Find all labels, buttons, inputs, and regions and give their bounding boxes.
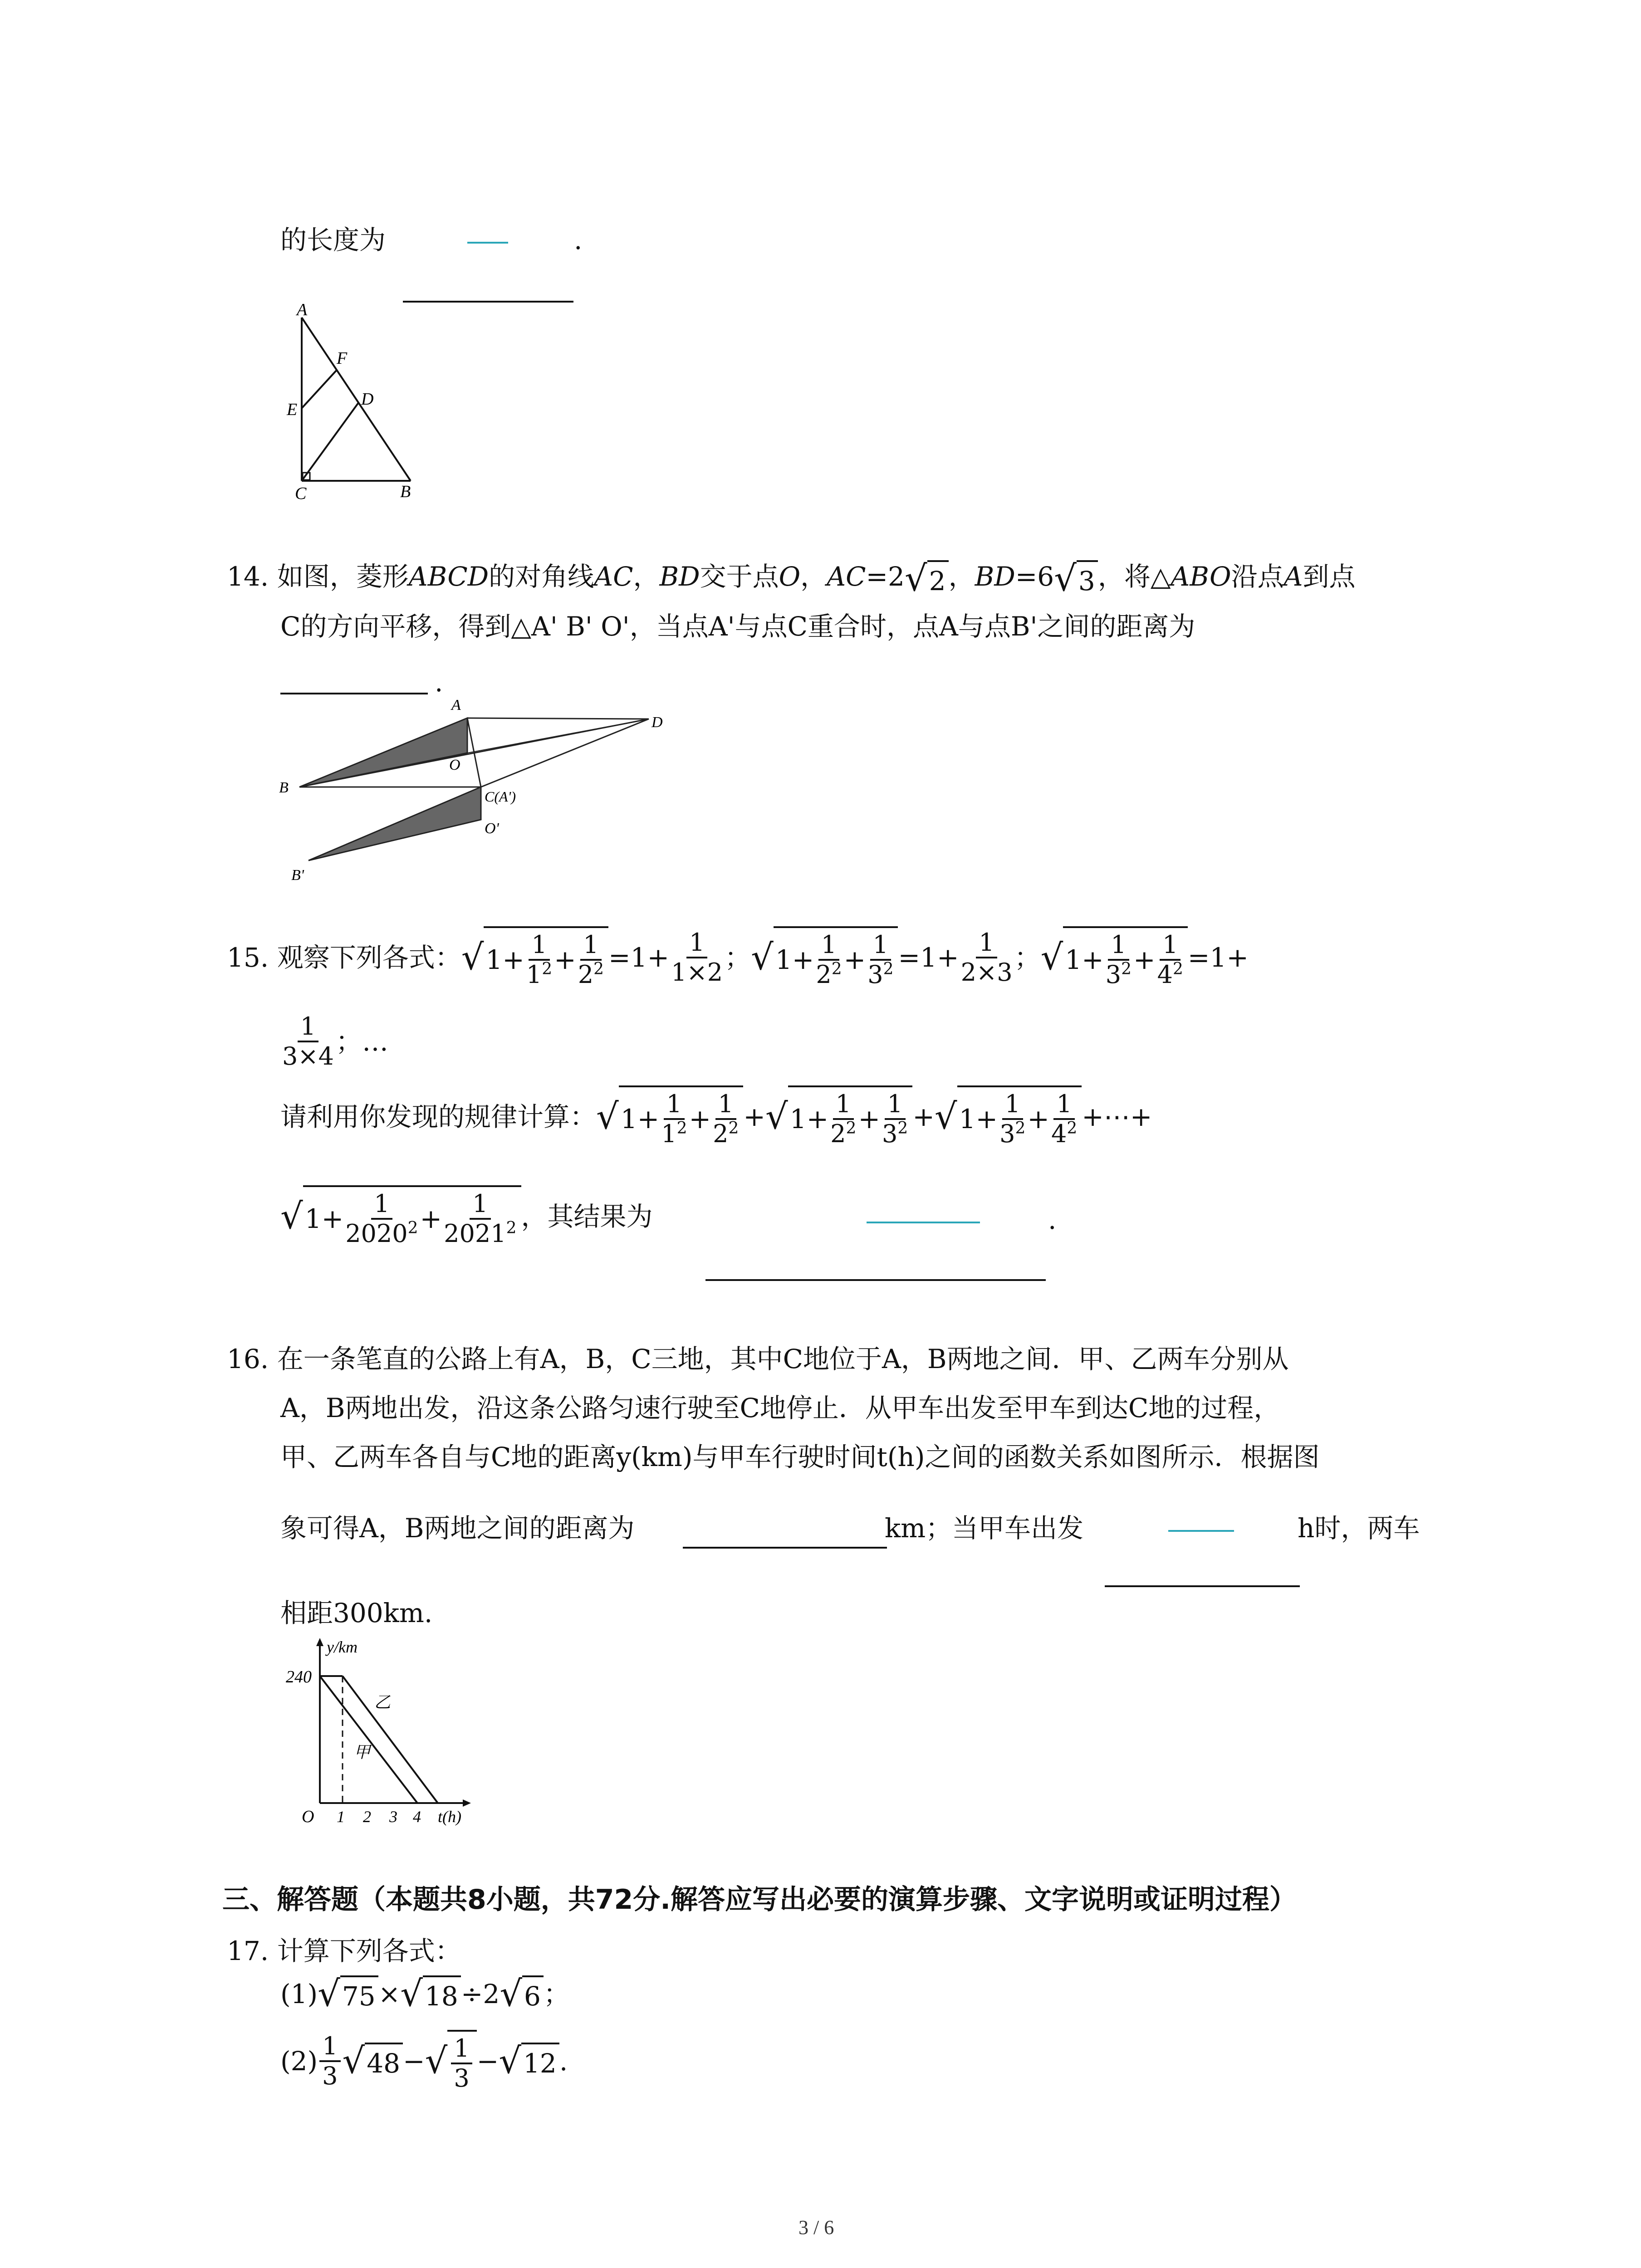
q15-last-term-line xyxy=(280,1185,653,1248)
graph-x-tick-4: 4 xyxy=(413,1808,421,1826)
q14-sqrt-2: √ 2 xyxy=(905,560,949,597)
q15-frac: $\frac{1}{3\times 4}$ xyxy=(282,1012,334,1070)
graph-origin: O xyxy=(302,1807,314,1826)
q14-text: BD xyxy=(659,561,700,592)
fig13-label-e: E xyxy=(287,400,298,419)
q13-end: . xyxy=(574,225,583,255)
q17-text: ； xyxy=(543,1979,570,2009)
q16-line5: 相距300km. xyxy=(280,1598,433,1628)
fig14-label-o-prime: O' xyxy=(485,820,499,837)
q17-sqrt-6: √ 6 xyxy=(500,1975,544,2013)
q16-line1-text: 在一条笔直的公路上有A，B，C三地，其中C地位于A，B两地之间．甲、乙两车分别从 xyxy=(277,1344,1289,1374)
q16-number: 16. xyxy=(227,1344,269,1374)
q17-lead: 计算下列各式： xyxy=(277,1936,461,1966)
q14-sqrt-3: √ 3 xyxy=(1054,560,1098,597)
q16-blank-time xyxy=(1105,1585,1300,1587)
graph-series-yi: 乙 xyxy=(374,1693,391,1711)
graph-y-axis-label: y/km xyxy=(327,1638,358,1656)
page-number: 3 / 6 xyxy=(798,2216,834,2239)
q17-text: − xyxy=(476,2046,499,2077)
q15-expr3: √ 1+ $\frac{1}{3^2}$ + $\frac{1}{4^2}$ xyxy=(1041,926,1188,989)
q14-text: AC xyxy=(594,561,633,592)
q17-part2 xyxy=(280,2030,568,2092)
q15-expr2: √ 1+ $\frac{1}{2^2}$ + $\frac{1}{3^2}$ xyxy=(751,926,898,989)
q15-text: ；… xyxy=(335,1026,388,1057)
q15-text: +⋯+ xyxy=(1082,1101,1152,1132)
q14-text: 到点 xyxy=(1303,561,1356,592)
q17-number: 17. xyxy=(227,1936,269,1966)
q15-result-text: ，其结果为 xyxy=(521,1201,653,1232)
q15-answer-mark xyxy=(867,1222,980,1223)
fig13-label-c: C xyxy=(295,484,307,503)
q14-text: 如图，菱形 xyxy=(277,561,409,592)
q13-answer-blank xyxy=(403,301,573,303)
q17-text: (2) xyxy=(280,2046,318,2077)
q15-line1 xyxy=(227,926,1249,989)
q14-number: 14. xyxy=(227,561,269,592)
graph-series-jia: 甲 xyxy=(354,1743,371,1761)
graph-x-tick-2: 2 xyxy=(363,1808,371,1826)
q14-text: A xyxy=(1283,561,1303,592)
q14-text: ， xyxy=(948,561,975,592)
q17-text: − xyxy=(403,2046,425,2077)
figure-13-triangle xyxy=(277,299,426,505)
q14-text: 的对角线 xyxy=(489,561,594,592)
fig14-label-d: D xyxy=(652,714,663,731)
q14-line2: C的方向平移，得到△A' B' O'，当点A'与点C重合时，点A与点B'之间的距离为 xyxy=(280,611,1195,642)
q14-answer-blank xyxy=(280,693,428,694)
q17-text: × xyxy=(378,1979,401,2009)
q15-frac: $\frac{1}{1\times 2}$ xyxy=(671,928,723,987)
q17-sqrt-18: √ 18 xyxy=(400,1975,461,2013)
q14-end: . xyxy=(435,667,443,698)
fig13-label-d: D xyxy=(361,390,374,409)
fig14-label-c-a: C(A') xyxy=(485,788,516,805)
fig14-label-a: A xyxy=(451,697,461,714)
q15-sum-term1: √ 1+ $\frac{1}{1^2}$ + $\frac{1}{2^2}$ xyxy=(596,1085,743,1148)
q17-line1 xyxy=(227,1935,461,1967)
fig14-label-o: O xyxy=(449,757,460,773)
q14-text: AC xyxy=(827,561,866,592)
q15-lead: 观察下列各式： xyxy=(277,942,461,973)
q17-text: (1) xyxy=(280,1979,318,2009)
q14-text: 沿点 xyxy=(1231,561,1284,592)
q16-blank-distance xyxy=(683,1547,887,1549)
fig13-label-f: F xyxy=(337,349,348,368)
fig14-label-b: B xyxy=(279,779,289,796)
q14-text: =2 xyxy=(866,561,905,592)
q15-end: . xyxy=(1048,1204,1057,1235)
q16-line3: 甲、乙两车各自与C地的距离y(km)与甲车行驶时间t(h)之间的函数关系如图所示．根据图 xyxy=(280,1442,1320,1472)
q17-sqrt-75: √ 75 xyxy=(318,1975,378,2013)
q17-sqrt-1-3: √ $\frac{1}{3}$ xyxy=(425,2030,477,2092)
q14-text: ABO xyxy=(1171,561,1231,592)
q16-line2: A，B两地出发，沿这条公路匀速行驶至C地停止．从甲车出发至甲车到达C地的过程， xyxy=(280,1393,1280,1423)
q17-sqrt-12: √ 12 xyxy=(499,2043,559,2080)
q17-text: ÷2 xyxy=(460,1979,500,2009)
q14-text: 交于点 xyxy=(700,561,779,592)
fig14-label-b-prime: B' xyxy=(291,867,304,884)
q14-text: ， xyxy=(633,561,660,592)
q15-answer-blank xyxy=(705,1279,1046,1281)
q16-line4c: h时，两车 xyxy=(1298,1513,1420,1544)
q15-sum-term3: √ 1+ $\frac{1}{3^2}$ + $\frac{1}{4^2}$ xyxy=(935,1085,1082,1148)
q15-text: =1+ xyxy=(898,942,959,973)
q15-number: 15. xyxy=(227,942,269,973)
q15-sum-last: √ 1+ $\frac{1}{2020^2}$ + $\frac{1}{2021^2}$ xyxy=(280,1185,521,1248)
graph-x-tick-3: 3 xyxy=(389,1808,397,1826)
q13-tail-label: 的长度为 xyxy=(280,225,386,255)
q16-line4b: km；当甲车出发 xyxy=(885,1513,1084,1544)
figure-14-rhombus xyxy=(277,696,685,889)
q15-text: =1+ xyxy=(1187,942,1249,973)
q13-tail-text xyxy=(280,224,386,256)
q14-text: O xyxy=(779,561,801,592)
q17-part1 xyxy=(280,1975,570,2013)
fig13-label-b: B xyxy=(400,482,411,501)
q14-text: =6 xyxy=(1015,561,1054,592)
q14-text: ， xyxy=(800,561,827,592)
q15-text: =1+ xyxy=(608,942,670,973)
q15-text: + xyxy=(743,1101,765,1132)
q13-answer-mark xyxy=(467,242,508,244)
graph-x-tick-1: 1 xyxy=(337,1808,345,1826)
q15-calc-lead: 请利用你发现的规律计算： xyxy=(280,1101,597,1132)
q15-expr1: √ 1+ $\frac{1}{1^2}$ + $\frac{1}{2^2}$ xyxy=(461,926,608,989)
q14-text: ABCD xyxy=(408,561,489,592)
q14-line1 xyxy=(227,560,1355,597)
fig13-label-a: A xyxy=(297,300,308,319)
section-3-heading: 三、解答题（本题共8小题，共72分.解答应写出必要的演算步骤、文字说明或证明过程） xyxy=(222,1884,1297,1916)
graph-y-tick-240: 240 xyxy=(286,1667,312,1686)
q16-line1 xyxy=(227,1343,1288,1375)
q15-line2 xyxy=(280,1012,388,1070)
q17-text: . xyxy=(559,2046,568,2077)
q14-text: ，将△ xyxy=(1097,561,1171,592)
q15-text: ； xyxy=(725,942,751,973)
q15-text: ； xyxy=(1014,942,1041,973)
q15-frac: $\frac{1}{2\times 3}$ xyxy=(960,928,1013,987)
q16-distance-time-graph xyxy=(277,1635,481,1828)
q17-sqrt-48: √ 48 xyxy=(343,2043,403,2080)
q17-frac-1-3: $\frac{1}{3}$ xyxy=(319,2032,340,2090)
q15-calc-line xyxy=(280,1085,1152,1148)
graph-x-axis-label: t(h) xyxy=(438,1808,461,1826)
q15-sum-term2: √ 1+ $\frac{1}{2^2}$ + $\frac{1}{3^2}$ xyxy=(765,1085,912,1148)
q15-text: + xyxy=(912,1101,935,1132)
q14-text: BD xyxy=(975,561,1015,592)
q16-answer-mark xyxy=(1168,1530,1234,1532)
q16-line4a: 象可得A，B两地之间的距离为 xyxy=(280,1513,635,1544)
